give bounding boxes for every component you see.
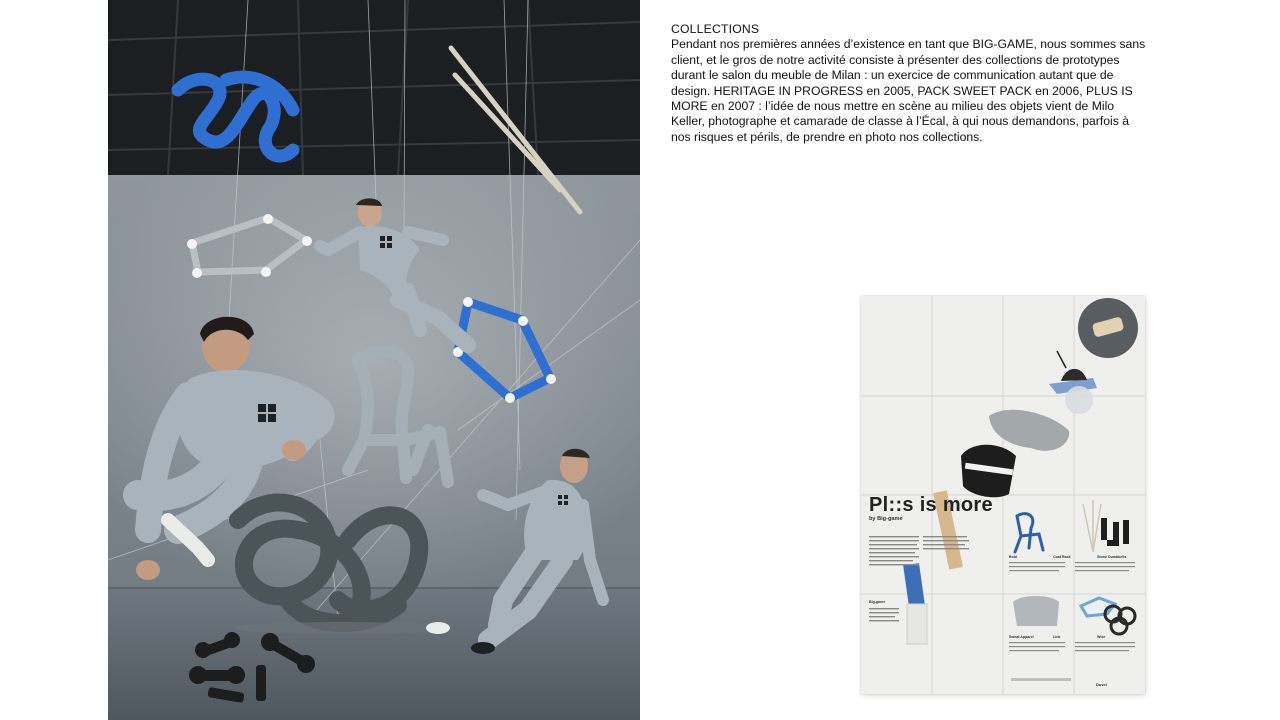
caption-wise: Wise xyxy=(1097,635,1106,639)
hanging-designers-photo xyxy=(108,0,640,720)
collections-text xyxy=(671,22,1151,145)
white-cylinder xyxy=(907,604,927,644)
poster-title: Pl::s is more xyxy=(869,494,993,516)
plus-is-more-poster xyxy=(861,296,1145,694)
black-tube xyxy=(961,445,1016,498)
section-body: Pendant nos premières années d’existence en tant que BIG-GAME, nous sommes sans client, et le gros de notre activité consiste à présenter des collections de prototypes durant le salon du meuble de Milan : un exercice de communication autant que de design. HERITAGE IN PROGRESS en 2005, PACK SWEET PACK en 2006, PLUS IS MORE en 2007 : l’idée de nous mettre en scène au milieu des objets vient de Milo Keller, photographe et camarade de classe à l’Écal, à qui nous demandons, parfois à nos risques et périls, de prendre en photo nos collections. xyxy=(671,37,1146,144)
caption-big-game: Big-game xyxy=(869,600,886,604)
photo-illustration xyxy=(108,0,640,720)
caption-stone-dumbbells: Stone Dumbbells xyxy=(1097,555,1127,559)
poster-subtitle: by Big-game xyxy=(869,516,903,522)
caption-link: Link xyxy=(1053,635,1061,639)
mini-sweat xyxy=(1013,596,1059,626)
glass-bulb xyxy=(1065,386,1093,414)
poster-footer-logo: Duvel xyxy=(1096,682,1107,687)
caption-sweat-apparel: Sweat Apparel xyxy=(1009,635,1034,639)
caption-coat-rack: Coat Rack xyxy=(1053,555,1071,559)
caption-bold: Bold xyxy=(1009,555,1017,559)
section-heading: COLLECTIONS xyxy=(671,22,760,36)
